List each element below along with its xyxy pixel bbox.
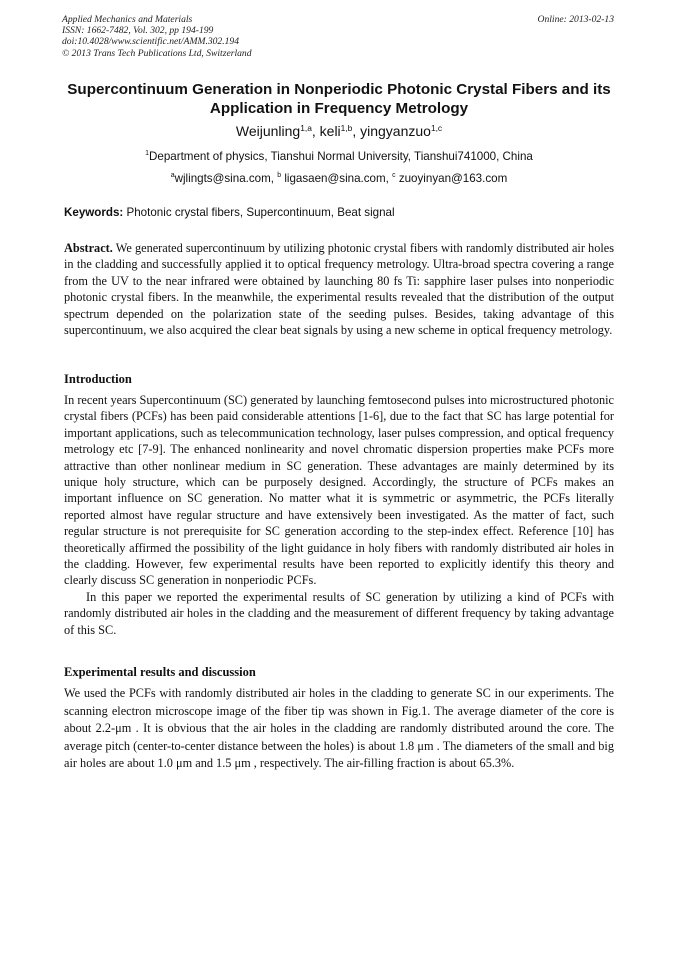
author-name: Weijunling (235, 123, 301, 139)
keywords (64, 206, 614, 219)
introduction-body (64, 392, 614, 638)
page-header (62, 14, 614, 59)
author-emails (0, 172, 678, 185)
issn-line: ISSN: 1662-7482, Vol. 302, pp 194-199 (62, 25, 214, 37)
author-name: keli (319, 123, 341, 139)
author-affiliation-mark: 1,a (300, 123, 312, 133)
copyright-line: © 2013 Trans Tech Publications Ltd, Switzerland (62, 47, 252, 59)
email-link[interactable]: ligasaen@sina.com, (281, 172, 393, 185)
author-name: yingyanzuo (360, 123, 431, 139)
experimental-body (64, 685, 614, 773)
email-link[interactable]: zuoyinyan@163.com (395, 172, 508, 185)
email-link[interactable]: wjlingts@sina.com, (174, 172, 278, 185)
online-date: Online: 2013-02-13 (537, 14, 614, 25)
keywords-label: Keywords: (64, 206, 124, 219)
paragraph: In this paper we reported the experimental results of SC generation by utilizing a kind of PCFs with randomly distributed air holes in the cladding and the measurement of different frequency by taking advantage of this SC. (64, 589, 614, 637)
abstract-label: Abstract. (64, 241, 113, 255)
author-separator: , (311, 123, 320, 139)
paper-title: Supercontinuum Generation in Nonperiodic Photonic Crystal Fibers and its Application in Frequency Metrology (67, 81, 611, 117)
section-heading-introduction: Introduction (64, 372, 132, 386)
abstract-text: We generated supercontinuum by utilizing photonic crystal fibers with randomly distributed air holes in the cladding and successfully applied it to optical frequency metrology. Ultra-broad spectra covering a range from the UV to the near infrared were obtained by launching 80 fs Ti: sapphire laser pulses into nonperiodic photonic crystal fibers. In the meanwhile, the experimental results revealed that the distribution of the output spectrum depended on the polarization state of the seeding pulses. Besides, taking advantage of this supercontinuum, we also acquired the clear beat signals by using a new scheme in optical frequency metrology. (64, 241, 614, 338)
paragraph: In recent years Supercontinuum (SC) generated by launching femtosecond pulses into microstructured photonic crystal fibers (PCFs) has been paid considerable attentions [1-6], due to the fact that SC has large potential for important applications, such as telecommunication technology, laser pulses compression, and optical frequency metrology etc [7-9]. The enhanced nonlinearity and novel chromatic dispersion properties make PCFs more attractive than other nonlinear medium in SC generation. These advantages are mainly determined by its unique holy structure, which can be purposely designed. Accordingly, the structure of PCFs makes an important influence on SC generation. No matter what it is symmetric or asymmetric, the PCFs literally reported almost have regular structure and have extensively been investigated. As the matter of fact, such regular structure is not prerequisite for SC generation according to the step-index effect. Reference [10] has theoretically affirmed the possibility of the light guidance in holy fibers with randomly distributed air holes in the cladding. However, few experimental results have been reported to explicitly identify this theory and clearly discuss SC generation in nonperiodic PCFs. (64, 393, 614, 588)
email-mark: c (392, 172, 396, 179)
section-heading-experimental: Experimental results and discussion (64, 665, 256, 679)
email-mark: a (170, 172, 175, 179)
affiliation-mark: 1 (145, 150, 149, 157)
author-separator: , (352, 123, 361, 139)
author-list (0, 123, 678, 139)
paragraph: We used the PCFs with randomly distributed air holes in the cladding to generate SC in our experiments. The scanning electron microscope image of the fiber tip was shown in Fig.1. The average diameter of the core is about 2.2-μm . It is obvious that the air holes in the cladding are randomly distributed around the core. The average pitch (center-to-center distance between the holes) is about 1.8 μm . The diameters of the small and big air holes are about 1.0 μm and 1.5 μm , respectively. The air-filling fraction is about 65.3%. (64, 686, 614, 771)
abstract (64, 240, 614, 338)
author-affiliation-mark: 1,b (340, 123, 353, 133)
journal-name: Applied Mechanics and Materials (62, 14, 193, 25)
affiliation (0, 150, 678, 163)
doi-line: doi:10.4028/www.scientific.net/AMM.302.194 (62, 36, 240, 48)
keywords-text: Photonic crystal fibers, Supercontinuum, Beat signal (123, 206, 395, 219)
email-mark: b (277, 172, 282, 179)
publication-info (62, 14, 614, 59)
author-affiliation-mark: 1,c (430, 123, 443, 133)
affiliation-text: Department of physics, Tianshui Normal University, Tianshui741000, China (149, 150, 533, 163)
